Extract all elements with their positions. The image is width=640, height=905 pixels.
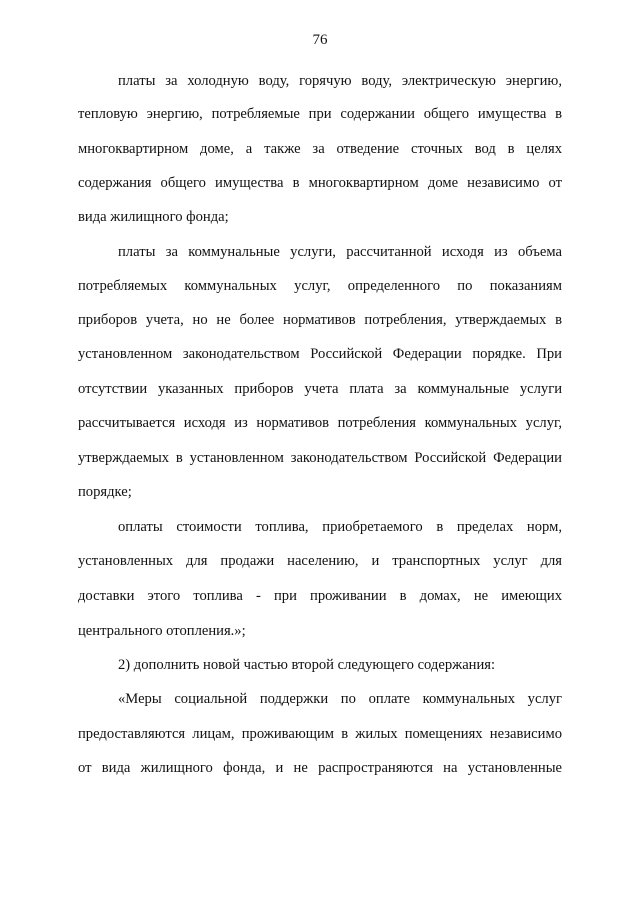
text-line: платы за холодную воду, горячую воду, электрическую энергию, [118, 73, 562, 89]
text-line: утверждаемых в установленном законодательством Российской Федерации [78, 450, 562, 466]
page-number: 76 [312, 32, 328, 48]
text-line: от вида жилищного фонда, и не распространяются на установленные [78, 760, 562, 776]
text-line: платы за коммунальные услуги, рассчитанной исходя из объема [118, 244, 562, 260]
text-line: содержания общего имущества в многоквартирном доме независимо от [78, 175, 562, 191]
text-line: порядке; [78, 484, 132, 500]
text-line: отсутствии указанных приборов учета плата за коммунальные услуги [78, 381, 562, 397]
text-line: 2) дополнить новой частью второй следующего содержания: [118, 657, 496, 673]
text-line: оплаты стоимости топлива, приобретаемого в пределах норм, [118, 519, 562, 535]
text-line: установленном законодательством Российской Федерации порядке. При [78, 346, 562, 362]
text-line: многоквартирном доме, а также за отведение сточных вод в целях [78, 141, 562, 157]
text-line: тепловую энергию, потребляемые при содержании общего имущества в [78, 106, 562, 122]
text-line: доставки этого топлива - при проживании в домах, не имеющих [78, 588, 562, 604]
text-line: центрального отопления.»; [78, 623, 246, 639]
text-line: приборов учета, но не более нормативов потребления, утверждаемых в [78, 312, 562, 328]
text-line: «Меры социальной поддержки по оплате коммунальных услуг [118, 691, 562, 707]
text-line: установленных для продажи населению, и транспортных услуг для [78, 553, 562, 569]
text-line: вида жилищного фонда; [78, 209, 229, 225]
text-line: рассчитывается исходя из нормативов потребления коммунальных услуг, [78, 415, 562, 431]
text-line: предоставляются лицам, проживающим в жилых помещениях независимо [78, 726, 562, 742]
text-line: потребляемых коммунальных услуг, определенного по показаниям [78, 278, 562, 294]
